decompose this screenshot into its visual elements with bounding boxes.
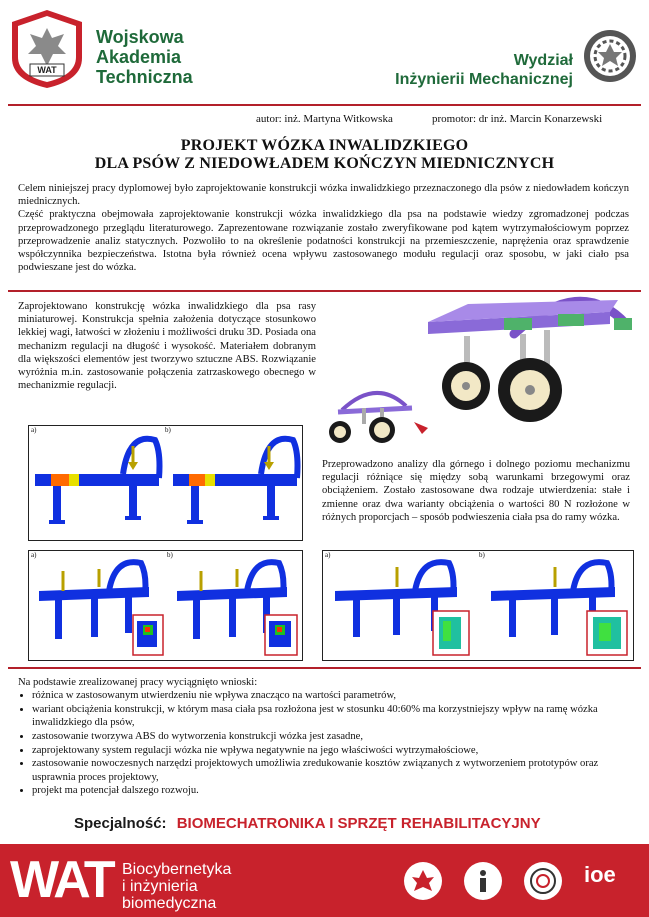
footer-badge-info-icon <box>464 862 502 900</box>
design-section <box>18 300 316 392</box>
footer-band <box>0 844 649 917</box>
program-line-2: i inżynieria <box>122 878 198 895</box>
specialty-line <box>74 815 634 832</box>
design-paragraph: Zaprojektowano konstrukcję wózka inwalidzkiego dla psa rasy miniaturowej. Konstrukcja spełnia założenia dotyczące stosunkowo lekkiej wagi, łatwości w złożeniu i możliwości druku 3D. Posiada ona mechanizm regulacji na długość i wysokość. Materiałem dobranym dla większości elementów jest tworzywo sztuczne ABS. Rozwiązanie wyróżnia m.in. zastosowanie połączenia zatrzaskowego obecnego w mechanizmie regulacji. <box>18 301 316 392</box>
intro-paragraph-2: Część praktyczna obejmowała zaprojektowanie konstrukcji wózka inwalidzkiego dla psa na podstawie wiedzy zgromadzonej podczas przeprowadzonego przeglądu literaturowego. Zaprezentowane rozwiązanie zostało zweryfikowane pod kątem wytrzymałościowym poprzez przeprowadzenie analiz statycznych. Pozwoliło to na określenie podatności konstrukcji na przemieszczenie, naprężenia oraz sprawdzenie współczynnika bezpieczeństwa. Istotna była również ocena wpływu zastosowanego modułu regulacji oraz sposobu, w jaki ciało psa podwieszane jest do wózka. <box>18 209 629 274</box>
promotor-line <box>432 113 602 125</box>
footer-badge-circuit-icon <box>524 862 562 900</box>
title-line-2: DLA PSÓW Z NIEDOWŁADEM KOŃCZYN MIEDNICZNYCH <box>94 155 555 172</box>
conclusion-item: • zaprojektowany system regulacji wózka nie wpływa negatywnie na jego właściwości wytrzymałościowe, <box>32 744 618 758</box>
intro-section <box>18 182 629 274</box>
faculty-gear-logo <box>582 28 638 84</box>
conclusions-list <box>18 689 618 798</box>
poster-title <box>40 137 609 173</box>
wat-crest <box>8 8 86 90</box>
footer-program-name <box>122 861 231 912</box>
conclusion-item: • różnica w zastosowanym utwierdzeniu nie wpływa znacząco na wartości parametrów, <box>32 689 618 703</box>
footer-badge-ioe <box>584 862 636 902</box>
specialty-label: Specjalność: <box>74 815 167 832</box>
fig2-label-b: b) <box>167 551 173 559</box>
fig1-label-b: b) <box>165 426 171 434</box>
conclusion-item: • zastosowanie nowoczesnych narzędzi projektowych umożliwia zredukowanie kosztów związanych z wytworzeniem prototypów oraz usprawnia proces projektowy, <box>32 757 618 784</box>
title-line-1: PROJEKT WÓZKA INWALIDZKIEGO <box>180 137 469 154</box>
promotor: promotor: dr inż. Marcin Konarzewski <box>432 113 603 125</box>
analysis-paragraph: Przeprowadzono analizy dla górnego i dolnego poziomu mechanizmu regulacji różniące się między sobą warunkami brzegowymi oraz obciążeniem. Zostało zastosowane dwa rodzaje utwierdzenia: stałe i zmienne oraz dwa warianty obciążenia o wartości 80 N rozłożone w różnych proporcjach – sposób podwieszenia ciała psa do ramy wózka. <box>322 459 630 523</box>
analysis-section <box>322 458 630 524</box>
ioe-label: ioe <box>584 862 616 887</box>
fea-figure-1 <box>28 425 303 541</box>
faculty-name <box>395 51 573 89</box>
fea-figure-3 <box>322 550 634 661</box>
conclusions-lead: Na podstawie zrealizowanej pracy wyciągnięto wnioski: <box>18 677 258 688</box>
author: autor: inż. Martyna Witkowska <box>256 113 393 125</box>
intro-paragraph-1: Celem niniejszej pracy dyplomowej było zaprojektowanie konstrukcji wózka inwalidzkiego przeznaczonego dla psów z niedowładem kończyn miednicznych. <box>18 183 629 208</box>
fig3-label-b: b) <box>479 551 485 559</box>
header-divider <box>8 104 641 106</box>
fig1-label-a: a) <box>31 426 37 434</box>
specialty-value: BIOMECHATRONIKA I SPRZĘT REHABILITACYJNY <box>176 815 541 832</box>
university-name-line-1: Wojskowa <box>96 27 184 47</box>
wheelchair-render <box>318 282 642 452</box>
conclusion-item: • projekt ma potencjał dalszego rozwoju. <box>32 784 618 798</box>
university-name-line-3: Techniczna <box>96 67 193 87</box>
conclusion-item: • zastosowanie tworzywa ABS do wytworzenia konstrukcji wózka jest zasadne, <box>32 730 618 744</box>
conclusion-item: • wariant obciążenia konstrukcji, w którym masa ciała psa rozłożona jest w stosunku 40:60% ma korzystniejszy wpływ na ramę wózka inwalidzkiego dla psów, <box>32 703 618 730</box>
footer-badge-crest-icon <box>404 862 442 900</box>
conclusions-divider <box>8 667 641 669</box>
conclusions-section <box>18 676 618 798</box>
fig3-label-a: a) <box>325 551 331 559</box>
fea-figure-2 <box>28 550 303 661</box>
program-line-1: Biocybernetyka <box>122 861 232 878</box>
university-name-line-2: Akademia <box>96 47 182 67</box>
faculty-name-line-1: Wydział <box>513 52 573 69</box>
footer-wat-logo: WAT <box>10 851 113 909</box>
university-name <box>96 27 193 87</box>
crest-label: WAT <box>37 65 57 75</box>
faculty-name-line-2: Inżynierii Mechanicznej <box>395 71 573 88</box>
fig2-label-a: a) <box>31 551 37 559</box>
program-line-3: biomedyczna <box>122 895 217 912</box>
author-line <box>256 113 393 125</box>
